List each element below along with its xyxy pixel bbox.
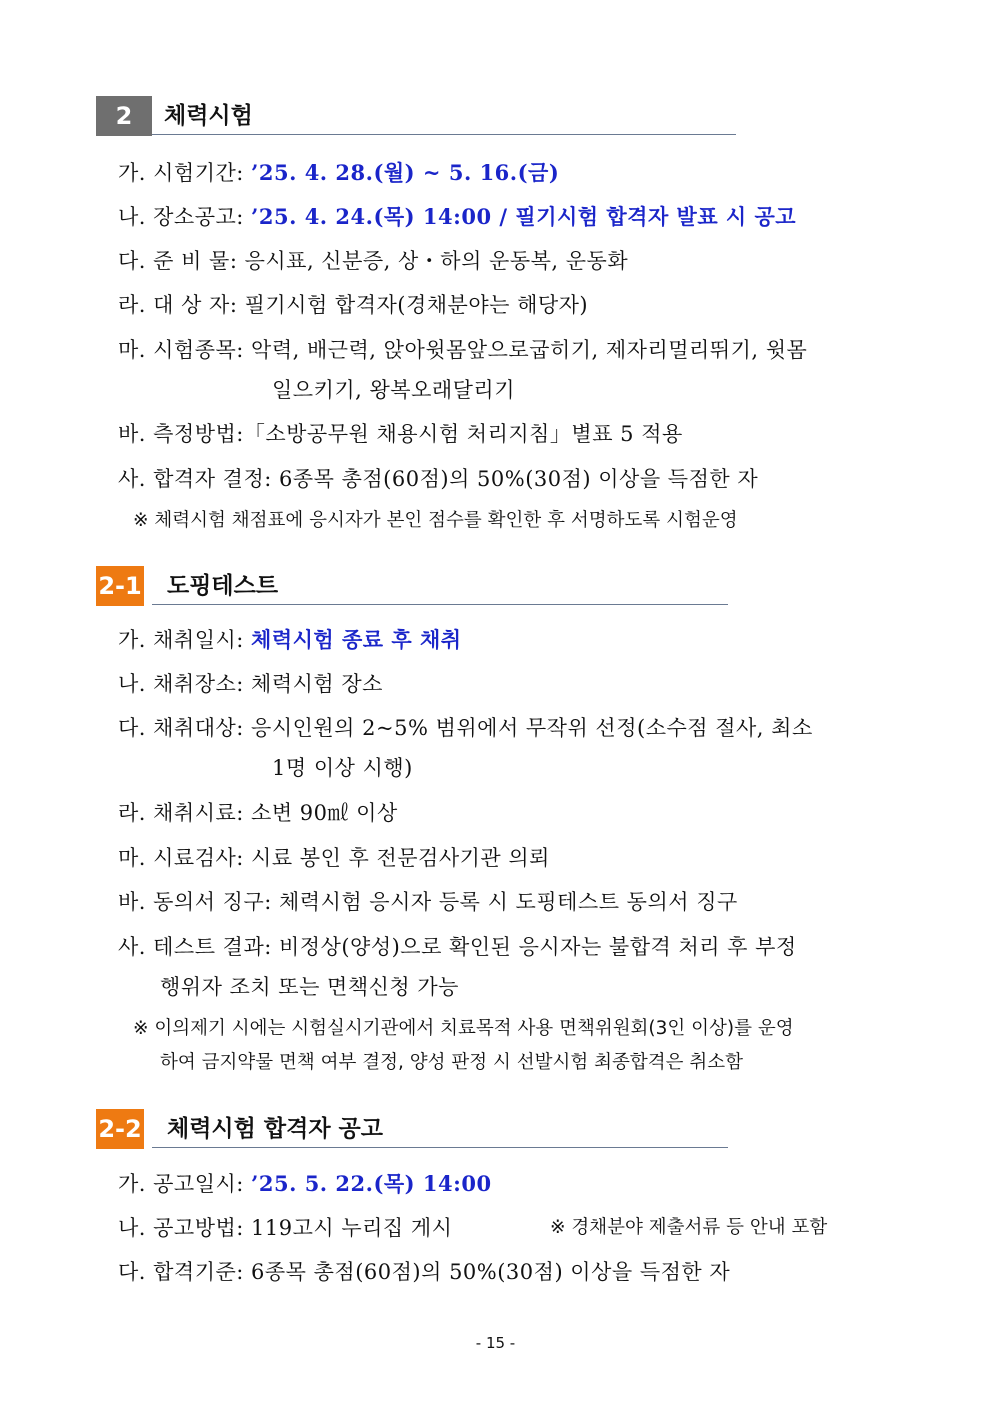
note: ※ 이의제기 시에는 시험실시기관에서 치료목적 사용 면책위원회(3인 이상)를 운영	[133, 1018, 794, 1039]
note: ※ 체력시험 채점표에 응시자가 본인 점수를 확인한 후 서명하도록 시험운영	[133, 510, 738, 531]
list-item: 가. 채취일시: 체력시험 종료 후 채취	[118, 627, 462, 652]
section-2-1-header	[96, 566, 730, 606]
list-item: 다. 준 비 물: 응시표, 신분증, 상・하의 운동복, 운동화	[118, 249, 629, 273]
section-number: 2	[96, 96, 152, 136]
list-item: 나. 장소공고: ’25. 4. 24.(목) 14:00 / 필기시험 합격자 발표 시 공고	[118, 204, 797, 229]
section-title: 도핑테스트	[167, 573, 279, 599]
section-number: 2-1	[96, 566, 144, 606]
section-underline	[152, 134, 736, 135]
list-item: 마. 시험종목: 악력, 배근력, 앉아윗몸앞으로굽히기, 제자리멀리뛰기, 윗몸	[118, 338, 808, 362]
list-item: 마. 시료검사: 시료 봉인 후 전문검사기관 의뢰	[118, 846, 550, 870]
list-item: 나. 채취장소: 체력시험 장소	[118, 672, 383, 696]
section-2-header	[96, 96, 738, 136]
list-item: 다. 채취대상: 응시인원의 2~5% 범위에서 무작위 선정(소수점 절사, 최소	[118, 716, 813, 740]
list-item: 사. 합격자 결정: 6종목 총점(60점)의 50%(30점) 이상을 득점한 자	[118, 467, 759, 491]
note-continuation: 하여 금지약물 면책 여부 결정, 양성 판정 시 선발시험 최종합격은 취소함	[160, 1052, 743, 1073]
list-item: 바. 측정방법:「소방공무원 채용시험 처리지침」별표 5 적용	[118, 422, 683, 446]
side-note: ※ 경채분야 제출서류 등 안내 포함	[550, 1217, 828, 1238]
list-item: 가. 시험기간: ’25. 4. 28.(월) ~ 5. 16.(금)	[118, 160, 560, 185]
list-item: 나. 공고방법: 119고시 누리집 게시	[118, 1216, 453, 1240]
list-item: 다. 합격기준: 6종목 총점(60점)의 50%(30점) 이상을 득점한 자	[118, 1260, 731, 1284]
section-number: 2-2	[96, 1109, 144, 1149]
list-item: 가. 공고일시: ’25. 5. 22.(목) 14:00	[118, 1171, 492, 1196]
list-item-continuation: 행위자 조치 또는 면책신청 가능	[160, 975, 459, 999]
section-2-2-header	[96, 1109, 730, 1149]
section-underline	[152, 604, 728, 605]
list-item: 라. 채취시료: 소변 90㎖ 이상	[118, 801, 398, 825]
section-title: 체력시험 합격자 공고	[167, 1116, 383, 1142]
list-item: 바. 동의서 징구: 체력시험 응시자 등록 시 도핑테스트 동의서 징구	[118, 890, 738, 914]
page-number: - 15 -	[475, 1334, 516, 1352]
list-item-continuation: 1명 이상 시행)	[272, 756, 413, 780]
list-item: 라. 대 상 자: 필기시험 합격자(경채분야는 해당자)	[118, 293, 589, 317]
list-item-continuation: 일으키기, 왕복오래달리기	[272, 378, 515, 402]
list-item: 사. 테스트 결과: 비정상(양성)으로 확인된 응시자는 불합격 처리 후 부정	[118, 935, 797, 959]
section-title: 체력시험	[164, 103, 253, 129]
section-underline	[152, 1147, 728, 1148]
